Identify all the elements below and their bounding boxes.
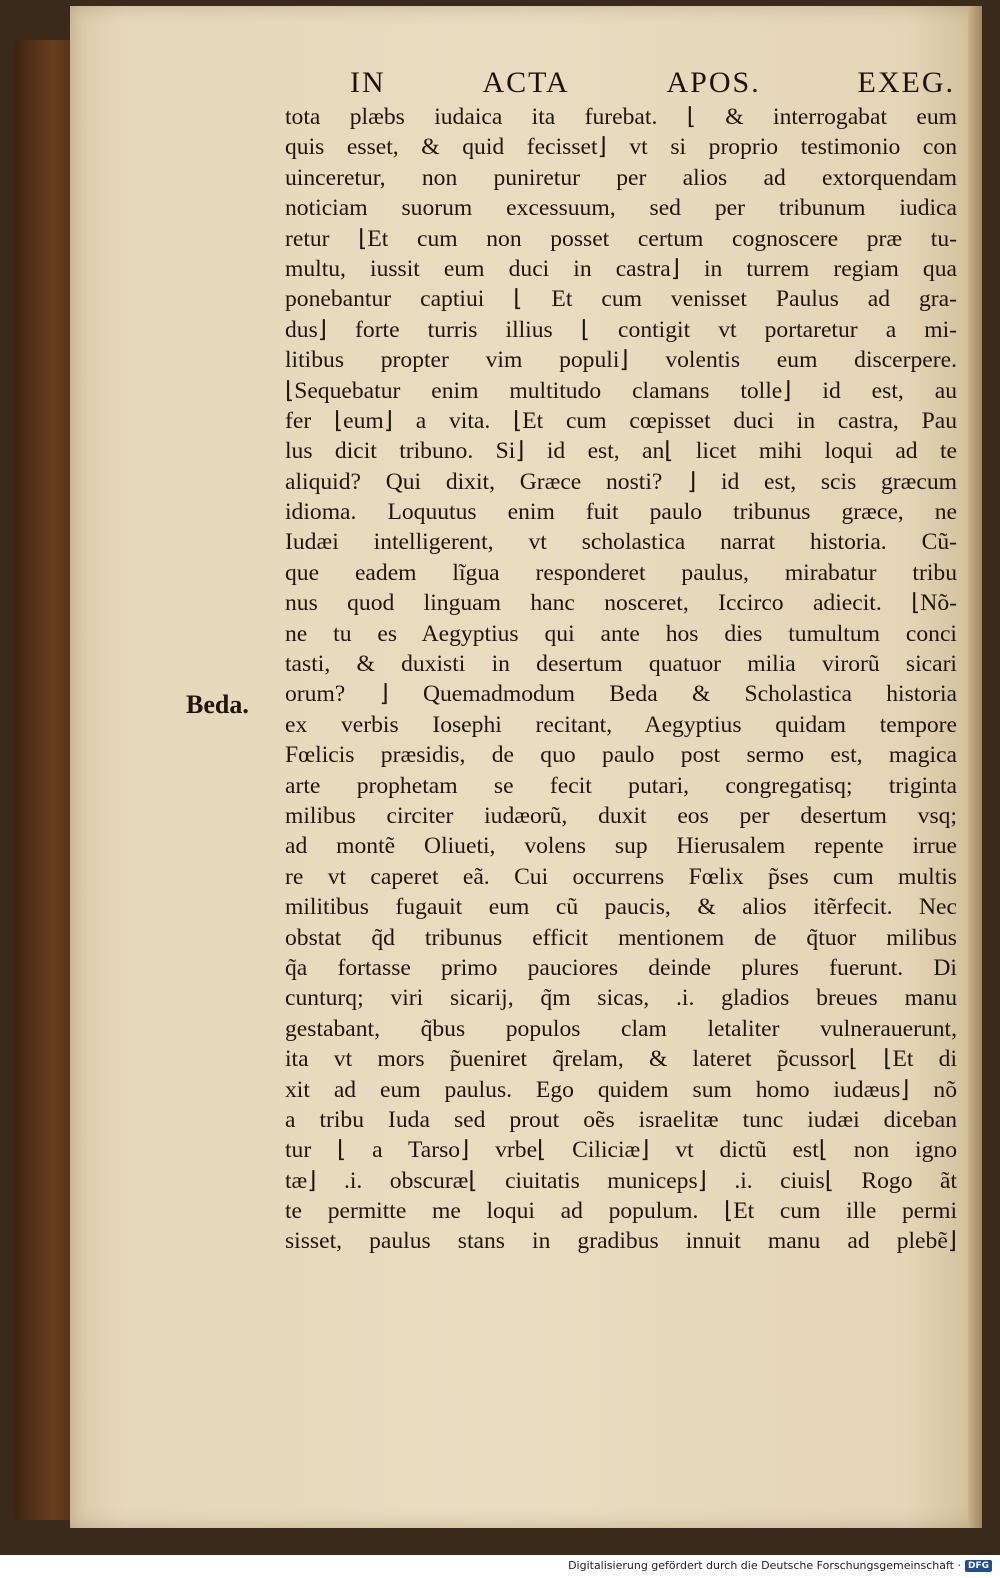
text-line: Fœlicis præsidis, de quo paulo post sermo est, magica: [285, 742, 957, 769]
text-line: ponebantur captiui ⌊ Et cum venisset Paulus ad gra-: [285, 286, 957, 313]
text-line: a tribu Iuda sed prout oẽs israelitæ tunc iudæi diceban: [285, 1106, 957, 1133]
text-line: sisset, paulus stans in gradibus innuit manu ad plebẽ⌋: [285, 1228, 957, 1255]
marginal-note: Beda.: [186, 690, 249, 719]
header-word: APOS.: [666, 66, 761, 99]
text-line: uinceretur, non puniretur per alios ad extorquendam: [285, 164, 957, 191]
text-line: obstat q̃d tribunus efficit mentionem de q̃tuor milibus: [285, 924, 957, 951]
text-line: tota plæbs iudaica ita furebat. ⌊ & interrogabat eum: [285, 104, 957, 130]
digitization-footer: [568, 1559, 992, 1572]
text-line: militibus fugauit eum cũ paucis, & alios itẽrfecit. Nec: [285, 894, 957, 921]
header-word: ACTA: [482, 66, 570, 99]
text-line: milibus circiter iudæorũ, duxit eos per desertum vsq;: [285, 802, 957, 829]
text-line: tæ⌋ .i. obscuræ⌊ ciuitatis municeps⌋ .i. ciuis⌊ Rogo ãt: [285, 1167, 957, 1194]
text-line: tur ⌊ a Tarso⌋ vrbe⌊ Ciliciæ⌋ vt dictũ est⌊ non igno: [285, 1137, 957, 1164]
dfg-logo-icon: DFG: [965, 1560, 992, 1572]
text-line: ad montẽ Oliueti, volens sup Hierusalem repente irrue: [285, 833, 957, 860]
text-line: aliquid? Qui dixit, Græce nosti? ⌋ id est, scis græcum: [285, 468, 957, 495]
text-line: lus dicit tribuno. Si⌋ id est, an⌊ licet mihi loqui ad te: [285, 438, 957, 465]
text-line: ⌊Sequebatur enim multitudo clamans tolle⌋ id est, au: [285, 377, 957, 404]
text-line: te permitte me loqui ad populum. ⌊Et cum ille permi: [285, 1198, 957, 1225]
text-line: idioma. Loquutus enim fuit paulo tribunus græce, ne: [285, 499, 957, 526]
text-line: fer ⌊eum⌋ a vita. ⌊Et cum cœpisset duci in castra, Pau: [285, 407, 957, 434]
text-line: ne tu es Aegyptius qui ante hos dies tumultum conci: [285, 620, 957, 647]
page-fore-edge: [968, 6, 982, 1528]
text-line: quis esset, & quid fecisset⌋ vt si proprio testimonio con: [285, 134, 957, 161]
text-line: que eadem lĩgua responderet paulus, mirabatur tribu: [285, 559, 957, 586]
text-line: re vt caperet eã. Cui occurrens Fœlix p̃ses cum multis: [285, 863, 957, 890]
footer-credit: Digitalisierung gefördert durch die Deutsche Forschungsgemeinschaft ·: [568, 1559, 961, 1572]
text-line: cunturq; viri sicarij, q̃m sicas, .i. gladios breues manu: [285, 985, 957, 1012]
text-line: ita vt mors p̃ueniret q̃relam, & lateret p̃cussor⌊ ⌊Et di: [285, 1046, 957, 1073]
text-line: dus⌋ forte turris illius ⌊ contigit vt portaretur a mi-: [285, 316, 957, 343]
text-line: Iudæi intelligerent, vt scholastica narrat historia. Cũ-: [285, 529, 957, 556]
text-line: orum? ⌋ Quemadmodum Beda & Scholastica historia: [285, 681, 957, 708]
text-line: litibus propter vim populi⌋ volentis eum discerpere.: [285, 347, 957, 374]
text-line: noticiam suorum excessuum, sed per tribunum iudica: [285, 195, 957, 222]
text-line: retur ⌊Et cum non posset certum cognoscere præ tu-: [285, 225, 957, 252]
running-header: [350, 66, 955, 102]
text-line: nus quod linguam hanc nosceret, Iccirco adiecit. ⌊Nõ-: [285, 590, 957, 617]
text-line: xit ad eum paulus. Ego quidem sum homo iudæus⌋ nõ: [285, 1076, 957, 1103]
text-line: gestabant, q̃bus populos clam letaliter vulnerauerunt,: [285, 1015, 957, 1042]
body-text: [285, 102, 957, 1257]
text-line: tasti, & duxisti in desertum quatuor milia virorũ sicari: [285, 651, 957, 678]
text-line: multu, iussit eum duci in castra⌋ in turrem regiam qua: [285, 255, 957, 282]
text-line: ex verbis Iosephi recitant, Aegyptius quidam tempore: [285, 711, 957, 738]
text-line: q̃a fortasse primo pauciores deinde plures fuerunt. Di: [285, 954, 957, 981]
text-line: arte prophetam se fecit putari, congregatisq; triginta: [285, 772, 957, 799]
header-word: EXEG.: [857, 66, 955, 99]
header-word: IN: [350, 66, 386, 99]
